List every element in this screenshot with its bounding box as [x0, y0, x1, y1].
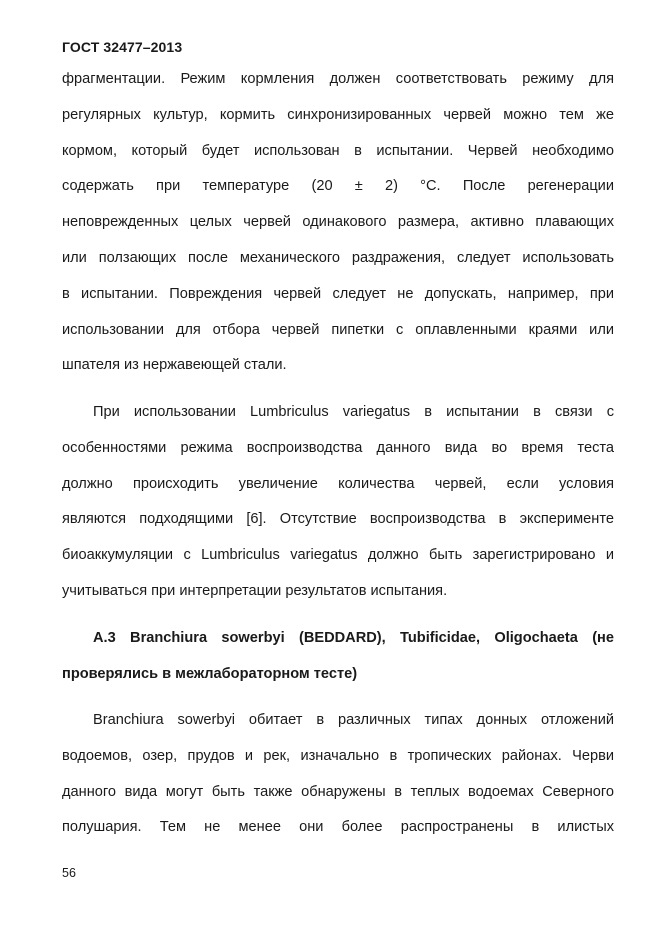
paragraph-3 — [62, 703, 614, 846]
paragraph-line: полушария. Тем не менее они более распространены в илистых — [62, 819, 614, 836]
paragraph-line: или ползающих после механического раздражения, следует использовать — [62, 249, 614, 266]
paragraph-1 — [62, 62, 614, 384]
page-number: 56 — [62, 866, 76, 880]
paragraph-line: неповрежденных целых червей одинакового размера, активно плавающих — [62, 214, 614, 231]
paragraph-line: водоемов, озер, прудов и рек, изначально в тропических районах. Черви — [62, 747, 614, 764]
paragraph-line: особенностями режима воспроизводства данного вида во время теста — [62, 439, 614, 456]
paragraph-line: учитываться при интерпретации результатов испытания. — [62, 582, 448, 599]
document-header: ГОСТ 32477–2013 — [62, 39, 183, 55]
paragraph-line: кормом, который будет использован в испытании. Червей необходимо — [62, 142, 614, 159]
paragraph-line: должно происходить увеличение количества червей, если условия — [62, 475, 614, 492]
section-heading — [62, 621, 614, 693]
paragraph-line: в испытании. Повреждения червей следует не допускать, например, при — [62, 285, 614, 302]
paragraph-line: данного вида могут быть также обнаружены в теплых водоемах Северного — [62, 783, 614, 800]
paragraph-line: биоаккумуляции с Lumbriculus variegatus должно быть зарегистрировано и — [62, 547, 614, 564]
paragraph-line: являются подходящими [6]. Отсутствие воспроизводства в эксперименте — [62, 511, 614, 528]
paragraph-line: содержать при температуре (20 ± 2) °С. После регенерации — [62, 178, 614, 195]
paragraph-line: При использовании Lumbriculus variegatus в испытании в связи с — [93, 404, 614, 420]
paragraph-line: шпателя из нержавеющей стали. — [62, 357, 287, 374]
paragraph-line: Branchiura sowerbyi обитает в различных типах донных отложений — [93, 712, 614, 728]
heading-line: проверялись в межлабораторном тесте) — [62, 665, 358, 682]
paragraph-line: использовании для отбора червей пипетки с оплавленными краями или — [62, 321, 614, 338]
paragraph-line: регулярных культур, кормить синхронизированных червей можно тем же — [62, 106, 614, 123]
paragraph-line: фрагментации. Режим кормления должен соответствовать режиму для — [62, 71, 614, 87]
heading-line: А.3 Branchiura sowerbyi (BEDDARD), Tubificidae, Oligochaeta (не — [93, 630, 614, 646]
paragraph-2 — [62, 395, 614, 610]
